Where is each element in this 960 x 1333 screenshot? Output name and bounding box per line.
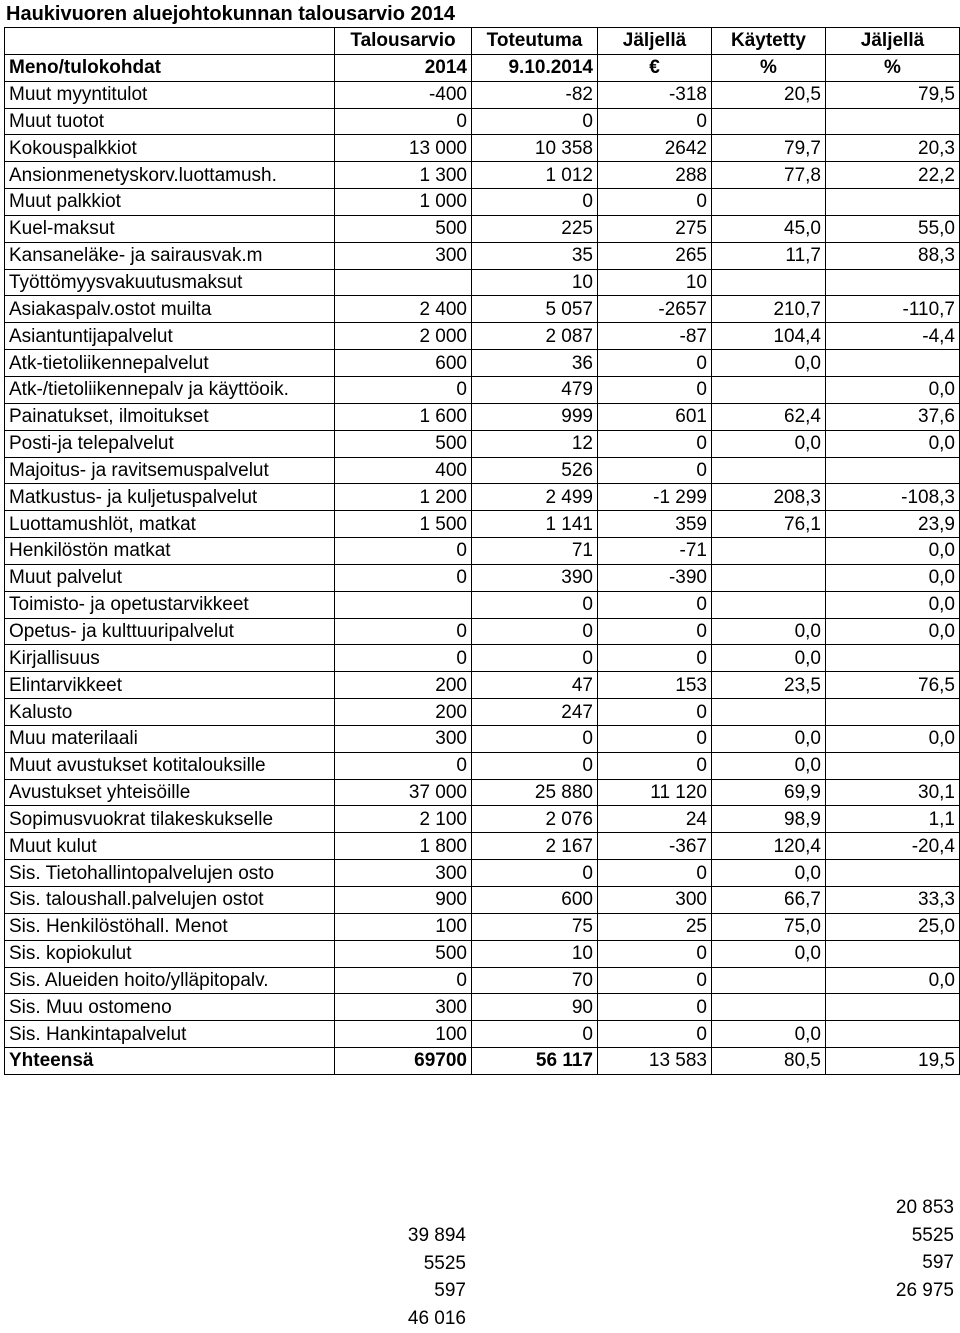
table-row [5, 591, 960, 618]
cell-item: Sis. kopiokulut [5, 940, 335, 967]
cell-used-pct: 11,7 [712, 242, 826, 269]
extra-values-left [330, 1222, 466, 1333]
cell-used-pct: 120,4 [712, 833, 826, 860]
cell-used-pct: 76,1 [712, 511, 826, 538]
cell-actual: 90 [472, 994, 598, 1021]
header-row [5, 54, 960, 81]
cell-item: Majoitus- ja ravitsemuspalvelut [5, 457, 335, 484]
cell-remaining-eur: -87 [598, 323, 712, 350]
cell-actual: 2 076 [472, 806, 598, 833]
cell-budget-2014: 37 000 [335, 779, 472, 806]
cell-remaining-eur: 300 [598, 887, 712, 914]
cell-actual: 2 087 [472, 323, 598, 350]
cell-used-pct [712, 699, 826, 726]
cell-remaining-pct: 20,3 [826, 135, 960, 162]
cell-remaining-eur: 265 [598, 242, 712, 269]
cell-budget-2014: 1 600 [335, 403, 472, 430]
cell-actual: 35 [472, 242, 598, 269]
table-row [5, 215, 960, 242]
extra-value: 46 016 [407, 1308, 466, 1330]
table-row [5, 511, 960, 538]
extra-value: 5525 [423, 1252, 466, 1274]
cell-actual: 247 [472, 699, 598, 726]
cell-remaining-eur: 0 [598, 699, 712, 726]
cell-remaining-pct: 25,0 [826, 913, 960, 940]
cell-item: Sis. Hankintapalvelut [5, 1021, 335, 1048]
cell-budget-2014: 300 [335, 725, 472, 752]
cell-remaining-eur: 25 [598, 913, 712, 940]
cell-budget-2014: 100 [335, 913, 472, 940]
cell-used-pct [712, 108, 826, 135]
cell-actual: 47 [472, 672, 598, 699]
cell-used-pct: 69,9 [712, 779, 826, 806]
cell-budget-2014: 0 [335, 376, 472, 403]
cell-remaining-eur: 0 [598, 967, 712, 994]
cell-remaining-pct: 0,0 [826, 591, 960, 618]
cell-budget-2014: 1 300 [335, 162, 472, 189]
cell-actual: 2 167 [472, 833, 598, 860]
extra-values-right [818, 1194, 954, 1305]
cell-actual: 9.10.2014 [472, 54, 598, 81]
cell-budget-2014: 0 [335, 645, 472, 672]
cell-used-pct [712, 269, 826, 296]
cell-used-pct: 0,0 [712, 350, 826, 377]
table-row [5, 564, 960, 591]
cell-remaining-eur: 0 [598, 725, 712, 752]
table-row [5, 860, 960, 887]
table-row [5, 994, 960, 1021]
table-row [5, 108, 960, 135]
table-row [5, 189, 960, 216]
cell-used-pct [712, 967, 826, 994]
cell-remaining-pct [826, 699, 960, 726]
cell-remaining-pct: 33,3 [826, 887, 960, 914]
cell-remaining-pct [826, 108, 960, 135]
table-row [5, 484, 960, 511]
cell-remaining-pct: 0,0 [826, 618, 960, 645]
cell-actual: 1 012 [472, 162, 598, 189]
cell-actual: 526 [472, 457, 598, 484]
cell-item: Kokouspalkkiot [5, 135, 335, 162]
cell-remaining-eur: 0 [598, 108, 712, 135]
cell-used-pct [712, 189, 826, 216]
table-row [5, 538, 960, 565]
cell-used-pct: 0,0 [712, 725, 826, 752]
cell-item: Toimisto- ja opetustarvikkeet [5, 591, 335, 618]
cell-used-pct: 0,0 [712, 430, 826, 457]
cell-remaining-pct: 0,0 [826, 564, 960, 591]
cell-remaining-pct: -4,4 [826, 323, 960, 350]
cell-actual: 70 [472, 967, 598, 994]
cell-remaining-eur: 0 [598, 376, 712, 403]
cell-item: Sis. Henkilöstöhall. Menot [5, 913, 335, 940]
cell-item: Luottamushlöt, matkat [5, 511, 335, 538]
cell-remaining-pct: 23,9 [826, 511, 960, 538]
cell-remaining-eur: 0 [598, 645, 712, 672]
cell-remaining-eur: -390 [598, 564, 712, 591]
table-row [5, 242, 960, 269]
table-row [5, 350, 960, 377]
cell-remaining-pct [826, 645, 960, 672]
extra-value: 597 [434, 1280, 466, 1302]
cell-remaining-pct: 0,0 [826, 725, 960, 752]
cell-remaining-pct: 55,0 [826, 215, 960, 242]
cell-actual: 600 [472, 887, 598, 914]
cell-remaining-pct: 0,0 [826, 967, 960, 994]
cell-actual: 0 [472, 108, 598, 135]
cell-budget-2014: 13 000 [335, 135, 472, 162]
cell-remaining-eur: -2657 [598, 296, 712, 323]
cell-remaining-eur: 0 [598, 994, 712, 1021]
cell-actual: 10 [472, 940, 598, 967]
cell-actual: 0 [472, 725, 598, 752]
table-row [5, 457, 960, 484]
cell-remaining-pct [826, 189, 960, 216]
cell-item: Henkilöstön matkat [5, 538, 335, 565]
table-row [5, 725, 960, 752]
cell-used-pct: 0,0 [712, 1021, 826, 1048]
cell-remaining-eur: 24 [598, 806, 712, 833]
cell-used-pct: 66,7 [712, 887, 826, 914]
cell-actual: 0 [472, 645, 598, 672]
table-row [5, 296, 960, 323]
cell-actual: 390 [472, 564, 598, 591]
cell-actual: 75 [472, 913, 598, 940]
cell-item: Atk-tietoliikennepalvelut [5, 350, 335, 377]
header-row [5, 28, 960, 55]
cell-item: Painatukset, ilmoitukset [5, 403, 335, 430]
cell-item: Meno/tulokohdat [5, 54, 335, 81]
cell-used-pct: 0,0 [712, 618, 826, 645]
cell-remaining-pct: -20,4 [826, 833, 960, 860]
table-row [5, 887, 960, 914]
extra-value: 20 853 [895, 1197, 954, 1218]
cell-item: Atk-/tietoliikennepalv ja käyttöoik. [5, 376, 335, 403]
cell-actual: 0 [472, 591, 598, 618]
cell-remaining-eur: -71 [598, 538, 712, 565]
table-row [5, 1021, 960, 1048]
cell-remaining-eur: 0 [598, 1021, 712, 1048]
cell-remaining-eur: 13 583 [598, 1048, 712, 1075]
cell-remaining-eur: 0 [598, 860, 712, 887]
cell-remaining-eur: Jäljellä [598, 28, 712, 55]
cell-item: Opetus- ja kulttuuripalvelut [5, 618, 335, 645]
cell-remaining-pct [826, 752, 960, 779]
cell-item: Posti-ja telepalvelut [5, 430, 335, 457]
cell-remaining-pct [826, 860, 960, 887]
cell-remaining-pct: 0,0 [826, 376, 960, 403]
cell-budget-2014: 2014 [335, 54, 472, 81]
cell-used-pct: 80,5 [712, 1048, 826, 1075]
cell-actual: 36 [472, 350, 598, 377]
table-row [5, 779, 960, 806]
cell-item: Sis. Alueiden hoito/ylläpitopalv. [5, 967, 335, 994]
table-row [5, 403, 960, 430]
table-row [5, 135, 960, 162]
cell-actual: 0 [472, 752, 598, 779]
budget-table [4, 27, 960, 1075]
cell-remaining-eur: 359 [598, 511, 712, 538]
cell-remaining-eur: 275 [598, 215, 712, 242]
cell-actual: 10 358 [472, 135, 598, 162]
cell-item: Asiantuntijapalvelut [5, 323, 335, 350]
cell-budget-2014 [335, 591, 472, 618]
cell-used-pct: 79,7 [712, 135, 826, 162]
table-row [5, 323, 960, 350]
cell-used-pct: 0,0 [712, 940, 826, 967]
cell-budget-2014: 500 [335, 940, 472, 967]
cell-item: Muut palvelut [5, 564, 335, 591]
extra-value: 5525 [911, 1224, 954, 1246]
cell-actual: 0 [472, 860, 598, 887]
cell-item: Kalusto [5, 699, 335, 726]
cell-remaining-eur: 0 [598, 350, 712, 377]
cell-item: Muut avustukset kotitalouksille [5, 752, 335, 779]
cell-budget-2014: 300 [335, 860, 472, 887]
cell-actual: 479 [472, 376, 598, 403]
total-row [5, 1048, 960, 1075]
table-row [5, 269, 960, 296]
cell-item: Kuel-maksut [5, 215, 335, 242]
table-row [5, 81, 960, 108]
cell-used-pct [712, 376, 826, 403]
cell-used-pct: 75,0 [712, 913, 826, 940]
cell-remaining-eur: € [598, 54, 712, 81]
cell-used-pct [712, 994, 826, 1021]
table-row [5, 618, 960, 645]
cell-actual: 25 880 [472, 779, 598, 806]
cell-remaining-pct: 19,5 [826, 1048, 960, 1075]
table-row [5, 430, 960, 457]
cell-actual: 1 141 [472, 511, 598, 538]
cell-actual: 0 [472, 189, 598, 216]
cell-item: Muu materilaali [5, 725, 335, 752]
cell-budget-2014: 0 [335, 967, 472, 994]
table-row [5, 645, 960, 672]
cell-remaining-pct: 0,0 [826, 538, 960, 565]
cell-remaining-pct: 30,1 [826, 779, 960, 806]
cell-actual: 0 [472, 1021, 598, 1048]
cell-remaining-eur: 153 [598, 672, 712, 699]
cell-used-pct [712, 538, 826, 565]
cell-item: Sis. taloushall.palvelujen ostot [5, 887, 335, 914]
cell-remaining-pct: 88,3 [826, 242, 960, 269]
cell-remaining-eur: -367 [598, 833, 712, 860]
cell-remaining-eur: 10 [598, 269, 712, 296]
cell-budget-2014: 400 [335, 457, 472, 484]
cell-used-pct: 45,0 [712, 215, 826, 242]
cell-used-pct [712, 564, 826, 591]
cell-item: Muut tuotot [5, 108, 335, 135]
cell-budget-2014: -400 [335, 81, 472, 108]
cell-actual: 0 [472, 618, 598, 645]
cell-used-pct: % [712, 54, 826, 81]
cell-item: Yhteensä [5, 1048, 335, 1075]
cell-budget-2014: 200 [335, 699, 472, 726]
cell-remaining-eur: 0 [598, 752, 712, 779]
cell-item: Muut palkkiot [5, 189, 335, 216]
cell-budget-2014: 0 [335, 564, 472, 591]
cell-budget-2014: 1 800 [335, 833, 472, 860]
cell-used-pct: 0,0 [712, 860, 826, 887]
cell-budget-2014: 0 [335, 538, 472, 565]
cell-budget-2014: 1 200 [335, 484, 472, 511]
cell-remaining-pct: Jäljellä [826, 28, 960, 55]
cell-used-pct: 0,0 [712, 645, 826, 672]
cell-used-pct: 104,4 [712, 323, 826, 350]
cell-remaining-pct: -110,7 [826, 296, 960, 323]
cell-remaining-eur: 0 [598, 457, 712, 484]
table-row [5, 940, 960, 967]
cell-item: Muut myyntitulot [5, 81, 335, 108]
cell-used-pct: 77,8 [712, 162, 826, 189]
cell-item: Sopimusvuokrat tilakeskukselle [5, 806, 335, 833]
cell-used-pct: 208,3 [712, 484, 826, 511]
cell-budget-2014 [335, 269, 472, 296]
cell-remaining-pct: 1,1 [826, 806, 960, 833]
table-row [5, 699, 960, 726]
cell-used-pct: Käytetty [712, 28, 826, 55]
cell-budget-2014: 100 [335, 1021, 472, 1048]
cell-item: Kansaneläke- ja sairausvak.m [5, 242, 335, 269]
cell-remaining-eur: -318 [598, 81, 712, 108]
extra-value: 26 975 [895, 1280, 954, 1302]
cell-budget-2014: 2 400 [335, 296, 472, 323]
cell-actual: 999 [472, 403, 598, 430]
table-row [5, 752, 960, 779]
cell-remaining-pct: % [826, 54, 960, 81]
cell-remaining-eur: 0 [598, 591, 712, 618]
cell-item: Asiakaspalv.ostot muilta [5, 296, 335, 323]
cell-budget-2014: 600 [335, 350, 472, 377]
table-row [5, 162, 960, 189]
cell-remaining-pct [826, 994, 960, 1021]
cell-budget-2014: Talousarvio [335, 28, 472, 55]
cell-actual: 71 [472, 538, 598, 565]
cell-remaining-pct: 76,5 [826, 672, 960, 699]
cell-item: Muut kulut [5, 833, 335, 860]
cell-remaining-pct [826, 269, 960, 296]
cell-remaining-pct [826, 350, 960, 377]
cell-item: Matkustus- ja kuljetuspalvelut [5, 484, 335, 511]
cell-item: Avustukset yhteisöille [5, 779, 335, 806]
cell-remaining-eur: 0 [598, 618, 712, 645]
table-row [5, 833, 960, 860]
cell-used-pct [712, 591, 826, 618]
cell-remaining-eur: 0 [598, 940, 712, 967]
cell-used-pct: 23,5 [712, 672, 826, 699]
table-row [5, 806, 960, 833]
cell-budget-2014: 2 100 [335, 806, 472, 833]
table-row [5, 672, 960, 699]
cell-budget-2014: 300 [335, 242, 472, 269]
cell-actual: Toteutuma [472, 28, 598, 55]
cell-budget-2014: 200 [335, 672, 472, 699]
page-title: Haukivuoren aluejohtokunnan talousarvio 2014 [6, 3, 456, 25]
table-row [5, 913, 960, 940]
cell-budget-2014: 500 [335, 430, 472, 457]
cell-budget-2014: 900 [335, 887, 472, 914]
cell-budget-2014: 1 500 [335, 511, 472, 538]
cell-used-pct: 0,0 [712, 752, 826, 779]
cell-remaining-pct: 0,0 [826, 430, 960, 457]
cell-item [5, 28, 335, 55]
cell-remaining-eur: -1 299 [598, 484, 712, 511]
cell-remaining-eur: 0 [598, 189, 712, 216]
cell-actual: 10 [472, 269, 598, 296]
table-row [5, 376, 960, 403]
cell-actual: 5 057 [472, 296, 598, 323]
cell-budget-2014: 300 [335, 994, 472, 1021]
cell-budget-2014: 500 [335, 215, 472, 242]
cell-item: Sis. Muu ostomeno [5, 994, 335, 1021]
cell-actual: 225 [472, 215, 598, 242]
cell-remaining-eur: 2642 [598, 135, 712, 162]
extra-value: 39 894 [407, 1225, 466, 1246]
cell-used-pct: 98,9 [712, 806, 826, 833]
cell-used-pct [712, 457, 826, 484]
cell-actual: -82 [472, 81, 598, 108]
cell-item: Sis. Tietohallintopalvelujen osto [5, 860, 335, 887]
table-row [5, 967, 960, 994]
cell-used-pct: 20,5 [712, 81, 826, 108]
cell-actual: 56 117 [472, 1048, 598, 1075]
cell-remaining-eur: 11 120 [598, 779, 712, 806]
cell-remaining-pct [826, 1021, 960, 1048]
cell-remaining-eur: 288 [598, 162, 712, 189]
cell-budget-2014: 2 000 [335, 323, 472, 350]
extra-value: 597 [922, 1252, 954, 1274]
cell-used-pct: 62,4 [712, 403, 826, 430]
cell-remaining-pct [826, 940, 960, 967]
cell-budget-2014: 0 [335, 752, 472, 779]
cell-item: Kirjallisuus [5, 645, 335, 672]
cell-remaining-pct: 79,5 [826, 81, 960, 108]
cell-budget-2014: 0 [335, 618, 472, 645]
cell-budget-2014: 69700 [335, 1048, 472, 1075]
cell-item: Ansionmenetyskorv.luottamush. [5, 162, 335, 189]
cell-remaining-eur: 0 [598, 430, 712, 457]
cell-remaining-pct: -108,3 [826, 484, 960, 511]
cell-budget-2014: 0 [335, 108, 472, 135]
cell-used-pct: 210,7 [712, 296, 826, 323]
cell-remaining-pct [826, 457, 960, 484]
cell-item: Työttömyysvakuutusmaksut [5, 269, 335, 296]
cell-remaining-pct: 22,2 [826, 162, 960, 189]
cell-budget-2014: 1 000 [335, 189, 472, 216]
cell-remaining-eur: 601 [598, 403, 712, 430]
cell-actual: 2 499 [472, 484, 598, 511]
cell-item: Elintarvikkeet [5, 672, 335, 699]
cell-remaining-pct: 37,6 [826, 403, 960, 430]
cell-actual: 12 [472, 430, 598, 457]
